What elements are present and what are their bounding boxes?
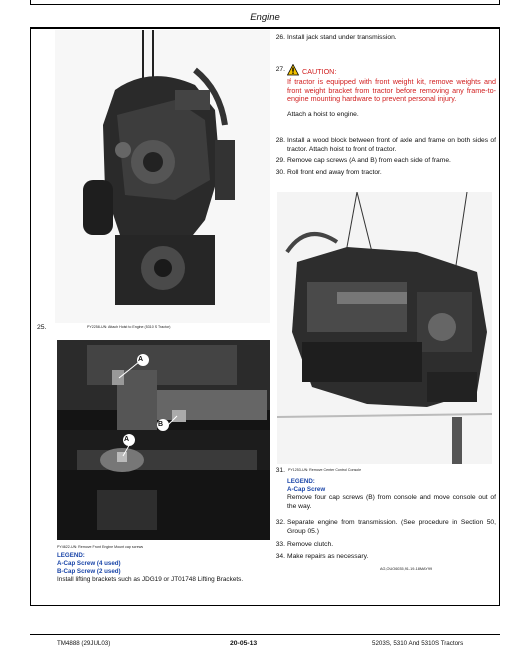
- step-text: Remove cap screws (A and B) from each side of frame.: [287, 157, 451, 164]
- caution-label: CAUTION:: [302, 66, 337, 76]
- callout-label: A: [124, 436, 130, 443]
- legend-title: LEGEND:: [287, 478, 315, 485]
- figure-caption: PY1253-UN: Remove Center Control Console: [288, 468, 362, 472]
- footer-doc-id: TM4888 (29JUL03): [57, 640, 111, 647]
- caution-text: If tractor is equipped with front weight kit, remove weights and front weight bracket from tractor before removing any frame-to-engine mounting hardware to prevent personal injury.: [287, 77, 496, 104]
- step-text: Install a wood block between front of axle and frame on both sides of tractor. Attach hoist to front of tractor.: [287, 137, 496, 153]
- page-header-title: Engine: [250, 12, 280, 23]
- step-text: Remove four cap screws (B) from console and move console out of the way.: [287, 494, 496, 510]
- step-text: Remove clutch.: [287, 541, 334, 548]
- legend-item: A-Cap Screw (4 used): [57, 560, 121, 567]
- step-text: Install jack stand under transmission.: [287, 34, 397, 41]
- callout-label: B: [158, 421, 164, 428]
- figure-caption: PY2258-UN: Attach Hoist to Engine (5310 S Tractor): [87, 325, 171, 329]
- step-number: 26.: [275, 34, 285, 41]
- engine-mount-photo: [57, 340, 270, 540]
- top-border: [30, 4, 500, 5]
- step-text: Install lifting brackets such as JDG19 or JT01748 Lifting Brackets.: [57, 576, 244, 583]
- footer-title: 5203S, 5310 And 5310S Tractors: [372, 640, 464, 647]
- step-number: 32.: [275, 519, 285, 526]
- legend-item: B-Cap Screw (2 used): [57, 568, 121, 575]
- step-text: Roll front end away from tractor.: [287, 169, 382, 176]
- step-number: 29.: [275, 157, 285, 164]
- footer-divider: [30, 634, 500, 635]
- callout-label: A: [138, 356, 144, 363]
- step-number: 30.: [275, 169, 285, 176]
- step-number-25: 25.: [37, 324, 47, 331]
- legend-item: A-Cap Screw: [287, 486, 326, 493]
- tractor-hoist-photo: [277, 192, 492, 464]
- legend-title: LEGEND:: [57, 552, 85, 559]
- footer-page-number: 20-05-13: [230, 640, 258, 647]
- engine-hoist-photo: [55, 30, 270, 323]
- step-number: 33.: [275, 541, 285, 548]
- document-reference: AG,OUO6035,91-19-18MAY99: [380, 567, 433, 571]
- step-number: 34.: [275, 553, 285, 560]
- step-text: Attach a hoist to engine.: [287, 110, 359, 118]
- step-number: 27.: [275, 66, 285, 73]
- step-text: Separate engine from transmission. (See procedure in Section 50, Group 05.): [287, 519, 496, 535]
- step-number: 28.: [275, 137, 285, 144]
- step-number: 31.: [275, 467, 285, 474]
- step-text: Make repairs as necessary.: [287, 553, 369, 560]
- figure-caption: PY4622-UN: Remove Front Engine Mount cap screws: [57, 545, 144, 549]
